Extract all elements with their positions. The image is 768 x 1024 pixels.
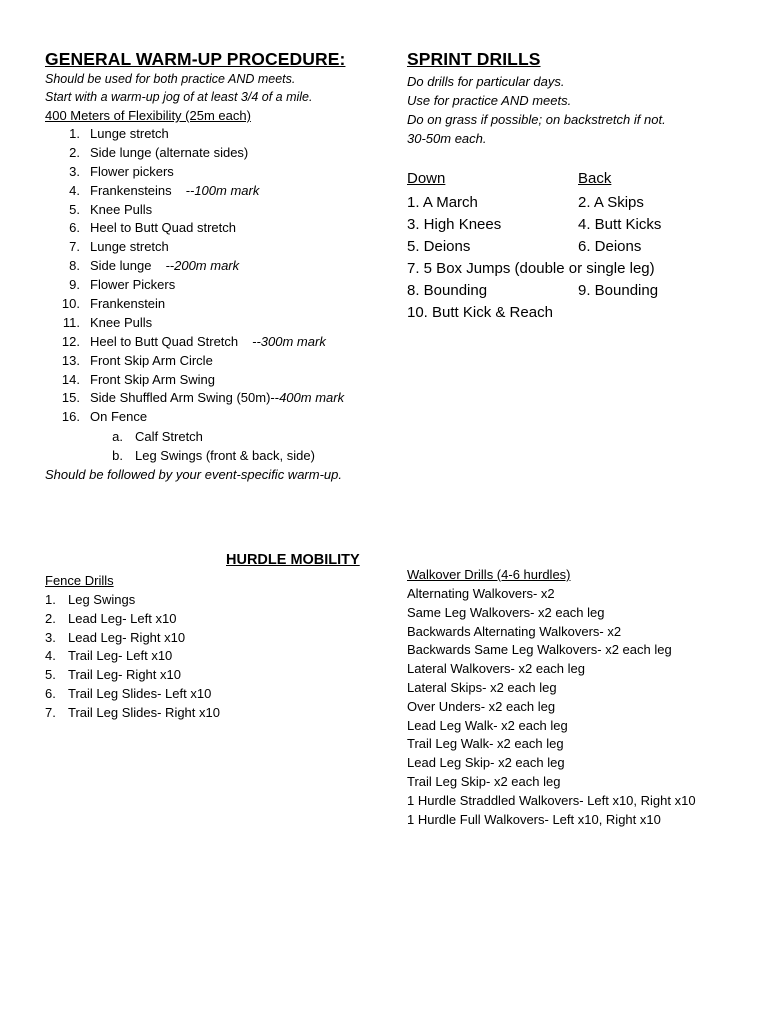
item-text: Leg Swings (front & back, side) — [135, 447, 315, 463]
sprint-title: SPRINT DRILLS — [407, 49, 541, 69]
down-drill: 8. Bounding — [407, 282, 488, 299]
item-text: Lead Leg- Left x10 — [68, 610, 177, 626]
item-number: 3. — [45, 629, 56, 645]
item-text: Trail Leg- Left x10 — [68, 648, 173, 664]
item-label: Frankensteins — [90, 182, 172, 198]
sprint-note: Use for practice AND meets. — [407, 93, 572, 108]
back-drill: 9. Bounding — [578, 282, 659, 299]
item-number: 7. — [69, 239, 80, 255]
walkover-drill-item: Trail Leg Skip- x2 each leg — [407, 773, 561, 789]
item-number: 1. — [69, 126, 80, 141]
sprint-note: Do drills for particular days. — [407, 74, 565, 89]
sprint-row — [407, 258, 747, 280]
item-text — [90, 314, 152, 333]
item-text: Trail Leg Slides- Right x10 — [68, 704, 220, 720]
item-text — [90, 219, 236, 238]
list-item — [45, 276, 385, 295]
list-item — [45, 352, 385, 371]
warmup-sublist — [45, 428, 385, 466]
sprint-row — [407, 302, 747, 324]
item-text — [90, 276, 175, 295]
warmup-footer: Should be followed by your event-specific warm-up. — [45, 467, 342, 482]
item-number: 3. — [69, 163, 80, 179]
item-number: 5. — [69, 201, 80, 217]
walkover-drill-item: Lateral Skips- x2 each leg — [407, 679, 557, 695]
back-drill: 4. Butt Kicks — [578, 216, 662, 233]
walkover-drill-item: Lateral Walkovers- x2 each leg — [407, 661, 585, 677]
item-number: 5. — [45, 667, 56, 683]
list-item — [45, 295, 385, 314]
fence-drill-item — [45, 629, 365, 648]
item-label: Lunge stretch — [90, 126, 169, 141]
item-mark: --300m mark — [252, 333, 326, 349]
item-label: On Fence — [90, 409, 148, 425]
down-label: Down — [407, 170, 446, 187]
item-text: Trail Leg- Right x10 — [68, 667, 181, 683]
item-number: 6. — [45, 685, 56, 701]
warmup-list — [45, 125, 385, 427]
walkover-drill-item: Lead Leg Walk- x2 each leg — [407, 717, 568, 733]
item-text — [90, 238, 169, 257]
sprint-table — [407, 192, 747, 324]
item-text — [90, 163, 174, 182]
item-letter: b. — [112, 447, 123, 463]
item-label: Flower pickers — [90, 163, 174, 179]
list-item — [45, 125, 385, 144]
item-text — [90, 389, 344, 408]
item-letter: a. — [112, 429, 123, 444]
item-number: 11. — [62, 314, 80, 330]
sprint-row — [407, 280, 747, 302]
item-text — [90, 125, 169, 144]
hurdle-title: HURDLE MOBILITY — [226, 552, 360, 568]
list-item — [45, 389, 385, 408]
item-number: 1. — [45, 592, 56, 607]
item-label: Side Shuffled Arm Swing (50m)-- — [90, 390, 280, 406]
list-item — [45, 333, 385, 352]
flexibility-subheading: 400 Meters of Flexibility (25m each) — [45, 108, 251, 123]
fence-drill-item — [45, 647, 365, 666]
sprint-notes — [407, 72, 666, 148]
sub-list-item — [45, 447, 385, 466]
down-drill: 10. Butt Kick & Reach — [407, 304, 553, 321]
item-number: 8. — [69, 258, 80, 274]
item-number: 10. — [61, 296, 80, 312]
list-item — [45, 314, 385, 333]
warmup-title: GENERAL WARM-UP PROCEDURE: — [45, 49, 346, 69]
item-label: Front Skip Arm Circle — [90, 352, 213, 368]
walkover-drills-heading: Walkover Drills (4-6 hurdles) — [407, 567, 571, 582]
fence-drill-item — [45, 610, 365, 629]
walkover-drill-item: Lead Leg Skip- x2 each leg — [407, 755, 565, 771]
item-text — [90, 295, 165, 314]
item-number: 2. — [69, 144, 80, 160]
item-number: 6. — [69, 220, 80, 236]
item-label: Knee Pulls — [90, 201, 153, 217]
item-text — [90, 201, 152, 220]
item-label: Lunge stretch — [90, 239, 169, 255]
item-number: 15. — [61, 390, 80, 406]
fence-drill-item — [45, 685, 365, 704]
walkover-drill-item: Same Leg Walkovers- x2 each leg — [407, 604, 605, 620]
item-text — [90, 408, 147, 427]
item-text: Lead Leg- Right x10 — [68, 629, 186, 645]
item-number: 12. — [61, 333, 80, 349]
item-text — [90, 371, 215, 390]
walkover-drill-item: Trail Leg Walk- x2 each leg — [407, 736, 564, 752]
down-drill: 7. 5 Box Jumps (double or single leg) — [407, 260, 655, 277]
item-text: Trail Leg Slides- Left x10 — [68, 685, 212, 701]
sub-list-item — [45, 428, 385, 447]
item-label: Frankenstein — [90, 296, 166, 312]
fence-drill-item — [45, 704, 365, 723]
fence-drills-heading: Fence Drills — [45, 573, 114, 588]
back-drill: 6. Deions — [578, 238, 642, 255]
walkover-drill-item: Backwards Alternating Walkovers- x2 — [407, 623, 622, 639]
warmup-note-1: Should be used for both practice AND meets. — [45, 72, 296, 86]
item-label: Heel to Butt Quad stretch — [90, 220, 236, 236]
walkover-drills-list — [407, 585, 747, 829]
sprint-row — [407, 214, 747, 236]
list-item — [45, 371, 385, 390]
item-number: 4. — [69, 182, 80, 198]
item-text: Leg Swings — [68, 592, 136, 607]
list-item — [45, 163, 385, 182]
warmup-note-2: Start with a warm-up jog of at least 3/4 of a mile. — [45, 90, 313, 104]
down-drill: 1. A March — [407, 194, 478, 211]
walkover-drill-item: 1 Hurdle Full Walkovers- Left x10, Right x10 — [407, 811, 661, 827]
fence-drills-list — [45, 591, 365, 723]
item-number: 13. — [61, 352, 80, 368]
back-label: Back — [578, 170, 612, 187]
sprint-row — [407, 236, 747, 258]
item-number: 4. — [45, 648, 56, 664]
item-text — [90, 352, 213, 371]
list-item — [45, 201, 385, 220]
fence-drill-item — [45, 591, 365, 610]
item-label: Flower Pickers — [90, 277, 176, 293]
item-label: Heel to Butt Quad Stretch — [90, 333, 239, 349]
down-drill: 5. Deions — [407, 238, 471, 255]
sprint-row — [407, 192, 747, 214]
item-mark: --100m mark — [185, 182, 260, 198]
walkover-drill-item: Alternating Walkovers- x2 — [407, 586, 555, 601]
list-item — [45, 408, 385, 427]
item-text — [90, 144, 248, 163]
item-text — [90, 182, 259, 201]
item-number: 16. — [61, 409, 80, 425]
item-label: Knee Pulls — [90, 314, 153, 330]
item-label: Side lunge — [90, 258, 152, 274]
list-item — [45, 144, 385, 163]
item-mark: 400m mark — [279, 390, 345, 406]
item-number: 2. — [45, 610, 56, 626]
fence-drill-item — [45, 666, 365, 685]
walkover-drill-item: Over Unders- x2 each leg — [407, 698, 556, 714]
walkover-drill-item: 1 Hurdle Straddled Walkovers- Left x10, Right x10 — [407, 792, 696, 808]
item-text: Calf Stretch — [135, 429, 203, 444]
item-label: Side lunge (alternate sides) — [90, 144, 249, 160]
list-item — [45, 219, 385, 238]
item-number: 9. — [69, 277, 80, 293]
item-text — [90, 333, 326, 352]
list-item — [45, 182, 385, 201]
walkover-drill-item: Backwards Same Leg Walkovers- x2 each leg — [407, 642, 672, 658]
down-drill: 3. High Knees — [407, 216, 502, 233]
list-item — [45, 257, 385, 276]
sprint-note: 30-50m each. — [407, 131, 487, 146]
item-number: 7. — [45, 704, 56, 720]
back-drill: 2. A Skips — [578, 194, 644, 211]
item-text — [90, 257, 239, 276]
item-mark: --200m mark — [165, 258, 240, 274]
sprint-note: Do on grass if possible; on backstretch if not. — [407, 112, 666, 127]
list-item — [45, 238, 385, 257]
item-label: Front Skip Arm Swing — [90, 371, 215, 387]
item-number: 14. — [61, 371, 80, 387]
